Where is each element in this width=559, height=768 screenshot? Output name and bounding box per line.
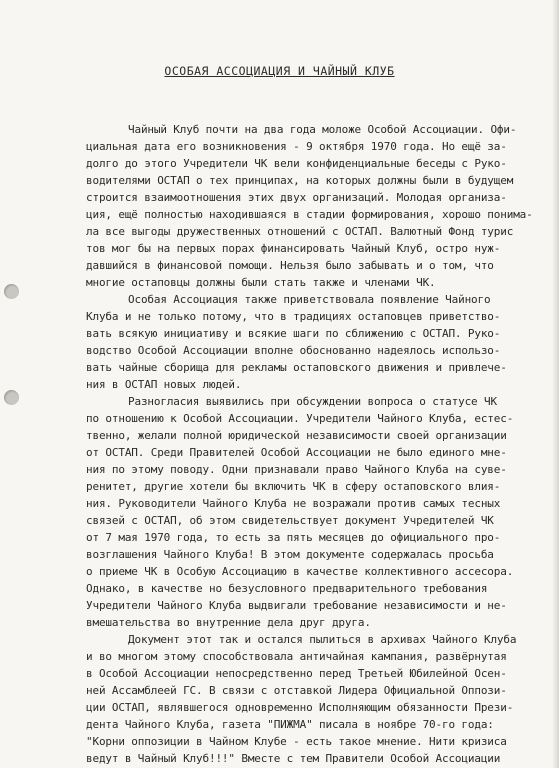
text-line: строится взаимоотношения этих двух организаций. Молодая организа- xyxy=(86,191,507,204)
text-line: водителями ОСТАП о тех принципах, на которых должны были в будущем xyxy=(86,174,514,187)
text-line: возглашения Чайного Клуба! В этом документе содержалась просьба xyxy=(86,548,494,561)
page-edge-shadow xyxy=(552,0,559,768)
text-line: от ОСТАП. Среди Правителей Особой Ассоциации не было единого мне- xyxy=(86,446,507,459)
text-line: ней Ассамблеей ГС. В связи с отставкой Лидера Официальной Оппози- xyxy=(86,684,507,697)
text-line: вать чайные сборища для рекламы остаповского движения и привлече- xyxy=(86,361,507,374)
text-line: водство Особой Ассоциации вполне обоснованно надеялось использо- xyxy=(86,344,501,357)
text-line: Особая Ассоциация также приветствовала появление Чайного xyxy=(128,293,491,306)
text-line: ренитет, другие хотели бы включить ЧК в сферу остаповского влия- xyxy=(86,480,501,493)
text-line: ния. Руководители Чайного Клуба не возражали против самых тесных xyxy=(86,497,501,510)
document-title: ОСОБАЯ АССОЦИАЦИЯ И ЧАЙНЫЙ КЛУБ xyxy=(164,64,395,78)
text-line: по отношению к Особой Ассоциации. Учредители Чайного Клуба, естес- xyxy=(86,412,514,425)
text-line: Разногласия выявились при обсуждении вопроса о статусе ЧК xyxy=(128,395,497,408)
text-line: ведут в Чайный Клуб!!!" Вместе с тем Правители Особой Ассоциации xyxy=(86,752,501,765)
text-line: "Корни оппозиции в Чайном Клубе - есть такое мнение. Нити кризиса xyxy=(86,735,507,748)
text-line: Учредители Чайного Клуба выдвигали требование независимости и не- xyxy=(86,599,507,612)
text-line: вать всякую инициативу и всякие шаги по сближению с ОСТАП. Руко- xyxy=(86,327,501,340)
text-line: связей с ОСТАП, об этом свидетельствует документ Учредителей ЧК xyxy=(86,514,494,527)
text-line: циальная дата его возникновения - 9 октября 1970 года. Но ещё за- xyxy=(86,140,507,153)
text-line: Документ этот так и остался пылиться в архивах Чайного Клуба xyxy=(128,633,517,646)
text-line: твенно, желали полной юридической независимости своей организации xyxy=(86,429,507,442)
punch-hole xyxy=(4,390,19,405)
text-line: ции ОСТАП, являвшегося одновременно Исполняющим обязанности Прези- xyxy=(86,701,514,714)
text-line: и во многом этому способствовала античайная кампания, развёрнутая xyxy=(86,650,507,663)
punch-hole xyxy=(4,284,19,299)
text-line: Однако, в качестве но безусловного предварительного требования xyxy=(86,582,488,595)
text-line: долго до этого Учредители ЧК вели конфиденциальные беседы с Руко- xyxy=(86,157,507,170)
text-line: ния в ОСТАП новых людей. xyxy=(86,378,242,391)
text-line: ния по этому поводу. Одни признавали право Чайного Клуба на суве- xyxy=(86,463,507,476)
text-line: Чайный Клуб почти на два года моложе Особой Ассоциации. Офи- xyxy=(128,123,517,136)
text-line: в Особой Ассоциации непосредственно перед Третьей Юбилейной Осен- xyxy=(86,667,507,680)
text-line: ла все выгоды дружественных отношений с ОСТАП. Валютный Фонд турис xyxy=(86,225,514,238)
text-line: о приеме ЧК в Особую Ассоциацию в качестве коллективного ассесора. xyxy=(86,565,514,578)
text-line: давшийся в финансовой помощи. Нельзя было забывать и о том, что xyxy=(86,259,494,272)
text-line: вмешательства во внутренние дела друг друга. xyxy=(86,616,371,629)
text-line: ция, ещё полностью находившаяся в стадии формирования, хорошо понима- xyxy=(86,208,533,221)
text-line: от 7 мая 1970 года, то есть за пять месяцев до официального про- xyxy=(86,531,501,544)
text-line: Клуба и не только потому, что в традициях остаповцев приветство- xyxy=(86,310,501,323)
text-line: дента Чайного Клуба, газета "ПИЖМА" писала в ноябре 70-го года: xyxy=(86,718,494,731)
text-line: многие остаповцы должны были стать также и членами ЧК. xyxy=(86,276,436,289)
text-line: тов мог бы на первых порах финансировать Чайный Клуб, остро нуж- xyxy=(86,242,501,255)
